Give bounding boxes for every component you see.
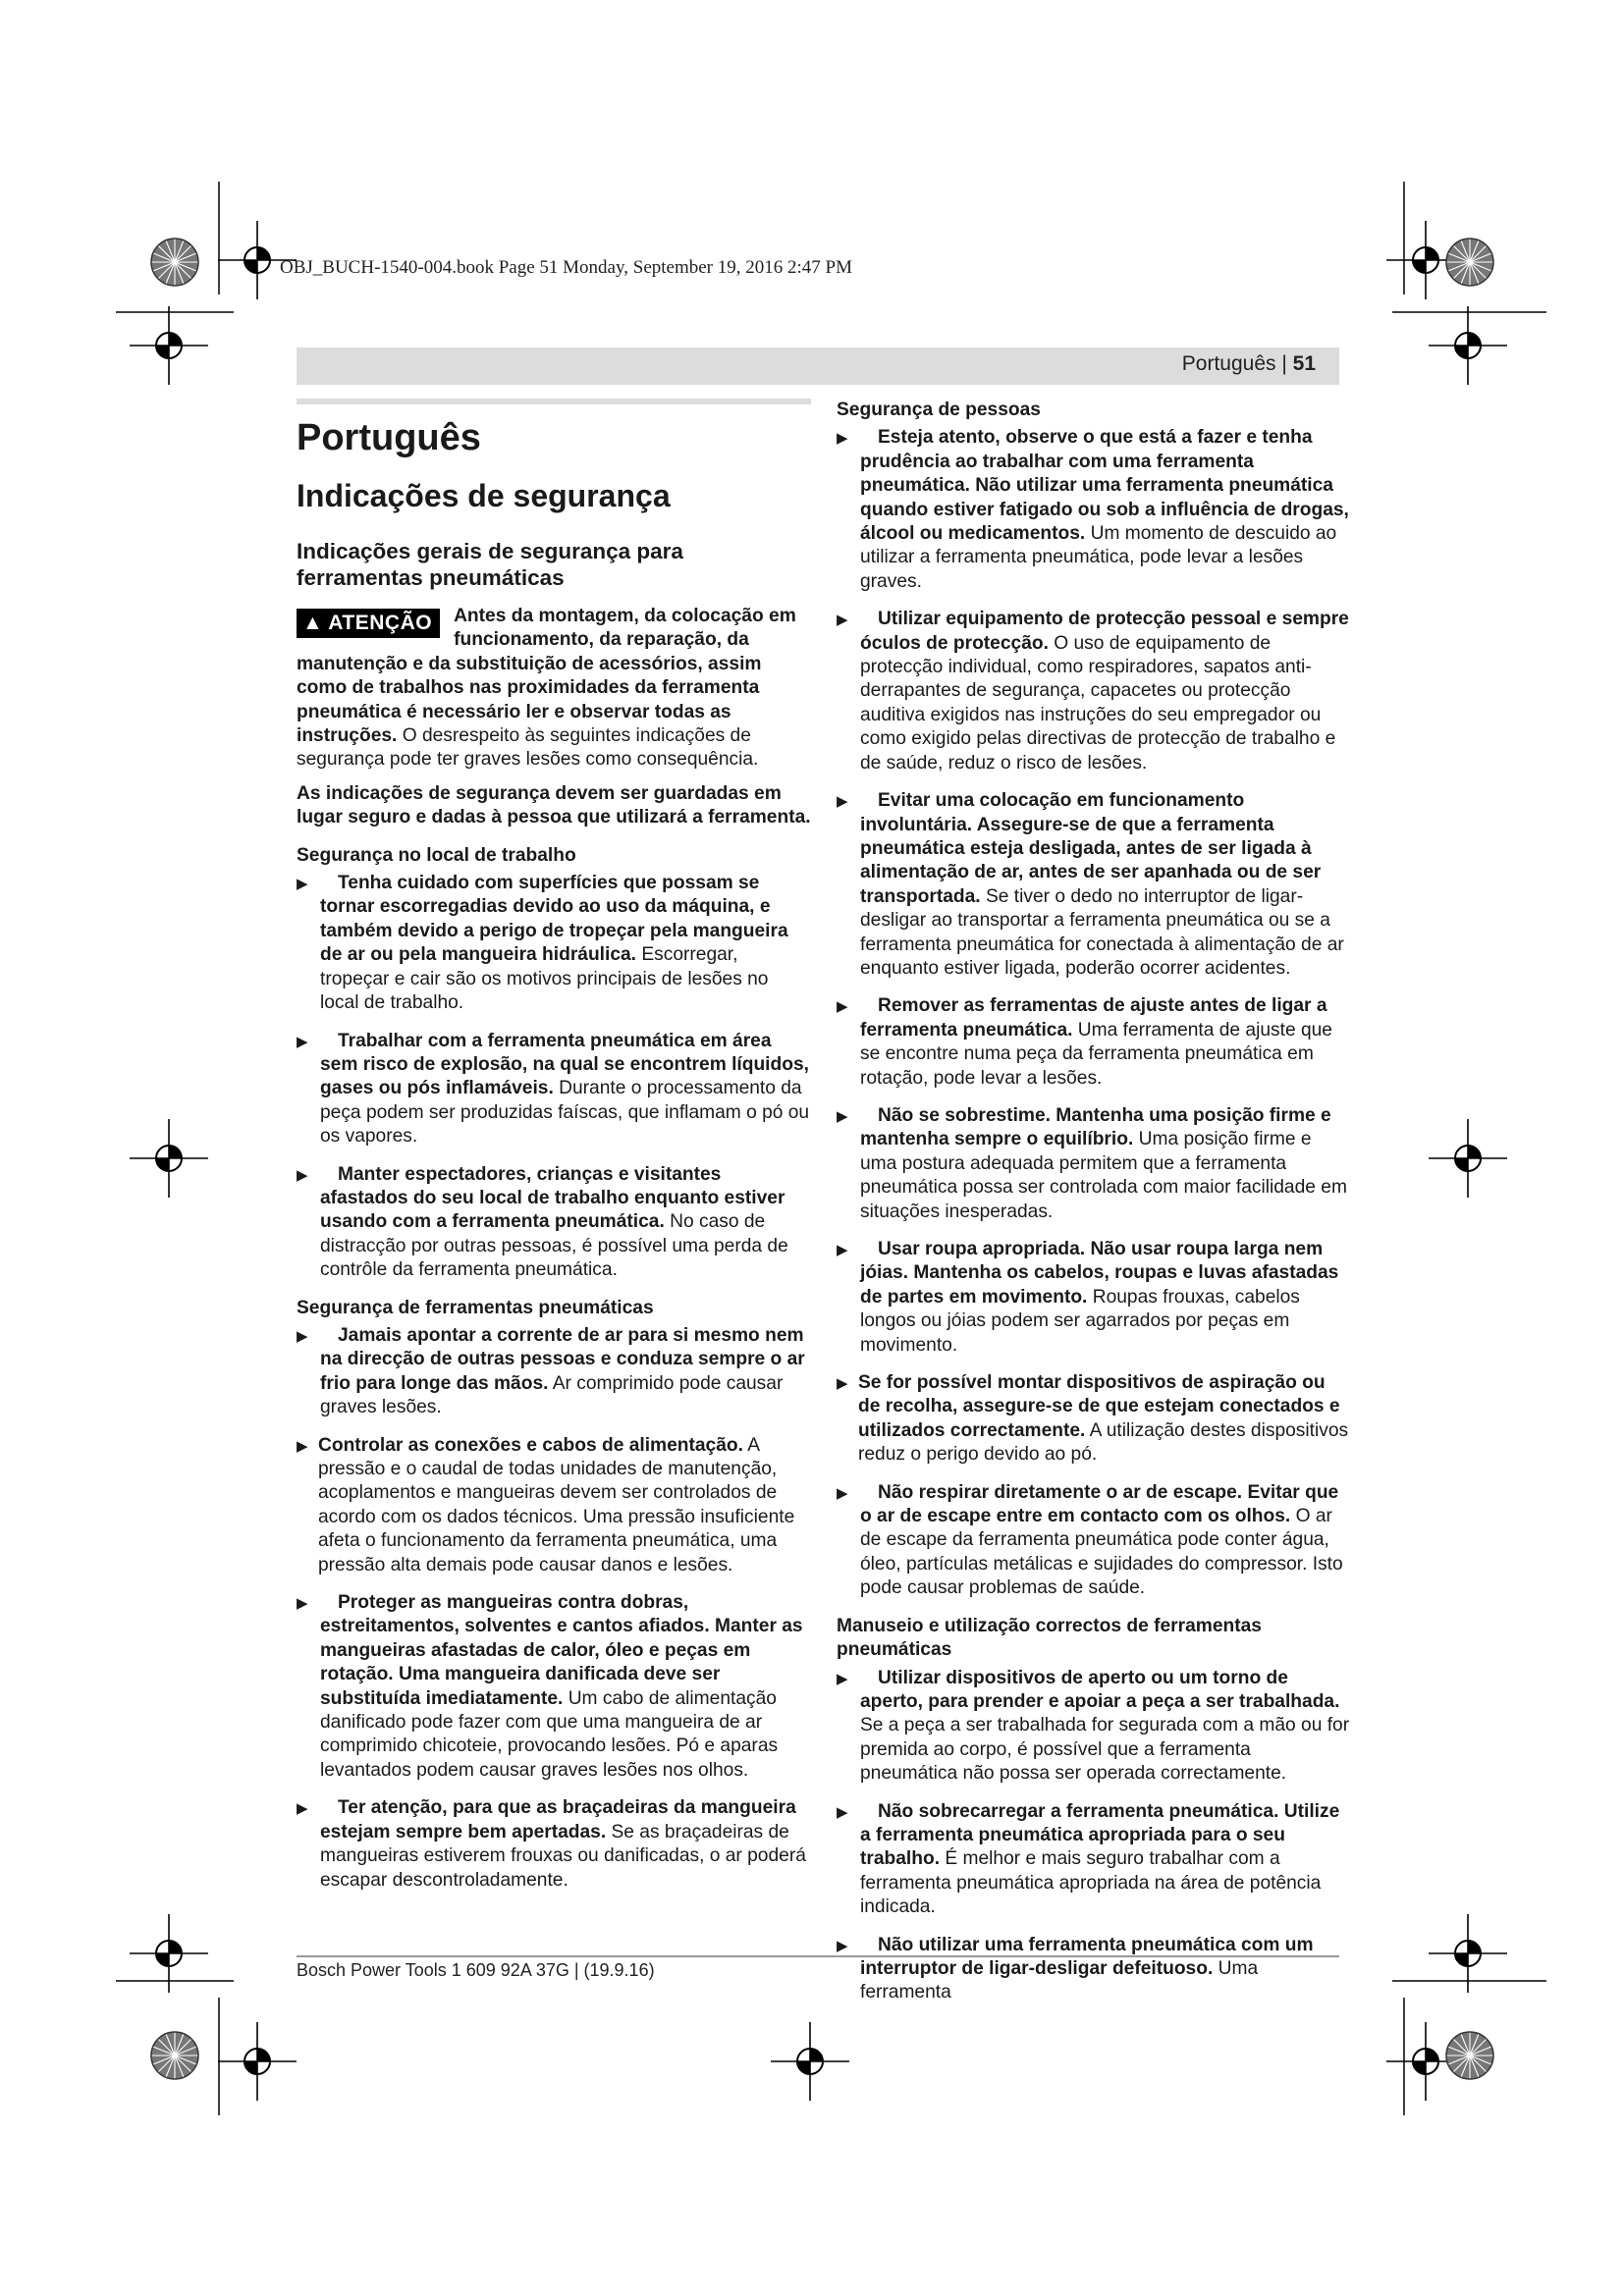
section-title: Indicações de segurança bbox=[297, 478, 671, 513]
list-item bbox=[297, 1434, 811, 1577]
page-number: 51 bbox=[1292, 352, 1316, 375]
list-item bbox=[837, 1667, 1352, 1787]
page-header bbox=[297, 347, 1339, 385]
item-bold: Controlar as conexões e cabos de alimentação. bbox=[318, 1434, 743, 1456]
tools-heading: Segurança de ferramentas pneumáticas bbox=[297, 1297, 654, 1318]
list-item bbox=[837, 789, 1352, 981]
item-text: Escorregar, tropeçar e cair são os motivos principais de lesões no local de trabalho. bbox=[320, 944, 769, 1014]
bullet-arrow-icon: ▶ bbox=[297, 1595, 308, 1613]
item-bold: Esteja atento, observe o que está a fazer e tenha prudência ao trabalhar com uma ferramenta pneumática. Não utilizar uma ferramenta pneumática quando estiver fatigado ou sob a influência de drogas, álcool ou medicamentos. bbox=[860, 427, 1349, 545]
item-bold: Utilizar dispositivos de aperto ou um torno de aperto, para prender e apoiar a peça a ser trabalhada. bbox=[860, 1667, 1340, 1712]
list-item bbox=[297, 1324, 811, 1420]
subsection-title: Indicações gerais de segurança para ferramentas pneumáticas bbox=[297, 539, 683, 590]
bullet-arrow-icon: ▶ bbox=[837, 998, 848, 1016]
item-bold: Evitar uma colocação em funcionamento involuntária. Assegure-se de que a ferramenta pneumática esteja desligada, antes de ser ligada à alimentação de ar, antes de ser apanhada ou de ser transportada. bbox=[860, 790, 1322, 907]
warning-text: O desrespeito às seguintes indicações de segurança pode ter graves lesões como consequência. bbox=[297, 725, 759, 771]
header-separator: | bbox=[1275, 352, 1293, 375]
bullet-arrow-icon: ▶ bbox=[297, 1437, 308, 1455]
item-text: Um cabo de alimentação danificado pode fazer com que uma mangueira de ar comprimido chicoteie, provocando lesões. Pó e aparas levantados podem causar graves lesões nos olhos. bbox=[320, 1687, 779, 1781]
bullet-arrow-icon: ▶ bbox=[297, 1033, 308, 1050]
item-text: O uso de equipamento de protecção individual, como respiradores, sapatos anti-derrapantes de segurança, capacetes ou protecção auditiva exigidos nas instruções do seu empregador ou como exigido pelas directivas de protecção de trabalho e de saúde, reduz o risco de lesões. bbox=[860, 632, 1336, 774]
item-bold: Trabalhar com a ferramenta pneumática em área sem risco de explosão, na qual se encontrem líquidos, gases ou pós inflamáveis. bbox=[320, 1030, 809, 1099]
list-item bbox=[837, 426, 1352, 594]
bullet-arrow-icon: ▶ bbox=[837, 1670, 848, 1687]
list-item bbox=[297, 872, 811, 1015]
list-item bbox=[837, 994, 1352, 1091]
list-item bbox=[297, 1163, 811, 1283]
list-item bbox=[837, 1800, 1352, 1920]
item-text: A pressão e o caudal de todas unidades de manutenção, acoplamentos e mangueiras devem ser controlados de acordo com os dados técnicos. Uma pressão insuficiente afeta o funcionamento da ferramenta pneumática, uma pressão alta demais pode causar danos e lesões. bbox=[318, 1434, 795, 1575]
item-bold: Utilizar equipamento de protecção pessoal e sempre óculos de protecção. bbox=[860, 609, 1349, 654]
item-text: No caso de distracção por outras pessoas, é possível uma perda de contrôle da ferramenta pneumática. bbox=[320, 1211, 788, 1281]
item-text: Se as braçadeiras de mangueiras estiverem frouxas ou danificadas, o ar poderá escapar descontroladamente. bbox=[320, 1821, 806, 1891]
item-text: Ar comprimido pode causar graves lesões. bbox=[320, 1372, 784, 1418]
bullet-arrow-icon: ▶ bbox=[837, 1107, 848, 1125]
list-item bbox=[837, 1104, 1352, 1224]
item-bold: Usar roupa apropriada. Não usar roupa larga nem jóias. Mantenha os cabelos, roupas e luvas afastadas de partes em movimento. bbox=[860, 1239, 1339, 1308]
list-item bbox=[297, 1796, 811, 1893]
page-title: Português bbox=[297, 399, 811, 459]
item-bold: Remover as ferramentas de ajuste antes de ligar a ferramenta pneumática. bbox=[860, 995, 1327, 1041]
item-bold: Não se sobrestime. Mantenha uma posição firme e mantenha sempre o equilíbrio. bbox=[860, 1104, 1331, 1150]
list-item bbox=[837, 608, 1352, 775]
item-bold: Manter espectadores, crianças e visitantes afastados do seu local de trabalho enquanto estiver usando com a ferramenta pneumática. bbox=[320, 1163, 785, 1233]
item-bold: Proteger as mangueiras contra dobras, estreitamentos, solventes e cantos afiados. Manter as mangueiras afastadas de calor, óleo e peças em rotação. Uma mangueira danificada deve ser substituída imediatamente. bbox=[320, 1592, 803, 1709]
list-item bbox=[297, 1030, 811, 1149]
warning-bold-text: Antes da montagem, da colocação em funcionamento, da reparação, da manutenção e da substituição de acessórios, assim como de trabalhos nas proximidades da ferramenta pneumática é necessário ler e observar todas as instruções. bbox=[297, 606, 796, 747]
bullet-arrow-icon: ▶ bbox=[837, 1375, 848, 1393]
item-text: Se tiver o dedo no interruptor de ligar-desligar ao transportar a ferramenta pneumática ou se a ferramenta pneumática for conectada à alimentação de ar enquanto estiver ligada, poderão ocorrer acidentes. bbox=[860, 885, 1344, 979]
item-bold: Não utilizar uma ferramenta pneumática com um interruptor de ligar-desligar defeituoso. bbox=[860, 1934, 1314, 1979]
item-text: Um momento de descuido ao utilizar a ferramenta pneumática, pode levar a lesões graves. bbox=[860, 523, 1337, 592]
item-text: Se a peça a ser trabalhada for segurada com a mão ou for premida ao corpo, é possível que a ferramenta pneumática não possa ser operada correctamente. bbox=[860, 1715, 1350, 1785]
list-item bbox=[837, 1934, 1352, 2005]
list-item bbox=[837, 1371, 1352, 1468]
print-info: OBJ_BUCH-1540-004.book Page 51 Monday, September 19, 2016 2:47 PM bbox=[280, 257, 852, 278]
item-bold: Tenha cuidado com superfícies que possam se tornar escorregadias devido ao uso da máquina, e também devido a perigo de tropeçar pela mangueira de ar ou pela mangueira hidráulica. bbox=[320, 873, 788, 966]
header-label bbox=[1182, 352, 1316, 376]
item-text: Uma posição firme e uma postura adequada permitem que a ferramenta pneumática possa ser controlada com maior facilidade em situações inesperadas. bbox=[860, 1129, 1347, 1222]
warning-triangle-icon: ▲ bbox=[302, 612, 324, 634]
bullet-arrow-icon: ▶ bbox=[297, 1327, 308, 1345]
item-text: Uma ferramenta de ajuste que se encontre numa peça da ferramenta pneumática em rotação, pode levar a lesões. bbox=[860, 1019, 1332, 1089]
bullet-arrow-icon: ▶ bbox=[297, 1800, 308, 1818]
item-bold: Não respirar diretamente o ar de escape. Evitar que o ar de escape entre em contacto com os olhos. bbox=[860, 1481, 1339, 1527]
list-item bbox=[297, 1591, 811, 1783]
warning-label: ATENÇÃO bbox=[328, 612, 433, 634]
workplace-heading: Segurança no local de trabalho bbox=[297, 844, 576, 866]
item-bold: Ter atenção, para que as braçadeiras da mangueira estejam sempre bem apertadas. bbox=[320, 1797, 796, 1842]
warning-badge bbox=[297, 609, 440, 638]
item-text: Roupas frouxas, cabelos longos ou jóias podem ser agarrados por peças em movimento. bbox=[860, 1286, 1300, 1356]
item-text: A utilização destes dispositivos reduz o perigo devido ao pó. bbox=[858, 1419, 1349, 1466]
header-language: Português bbox=[1181, 352, 1276, 375]
item-bold: Não sobrecarregar a ferramenta pneumática. Utilize a ferramenta pneumática apropriada para o seu trabalho. bbox=[860, 1800, 1340, 1870]
footer-rule bbox=[297, 1955, 1339, 1957]
right-column bbox=[837, 399, 1352, 2019]
item-text: Uma ferramenta bbox=[860, 1957, 1259, 2003]
bullet-arrow-icon: ▶ bbox=[297, 876, 308, 893]
bullet-arrow-icon: ▶ bbox=[297, 1166, 308, 1184]
item-bold: Jamais apontar a corrente de ar para si mesmo nem na direcção de outras pessoas e conduza sempre o ar frio para longe das mãos. bbox=[320, 1324, 805, 1394]
bullet-arrow-icon: ▶ bbox=[837, 1937, 848, 1954]
left-column bbox=[297, 399, 811, 1906]
bullet-arrow-icon: ▶ bbox=[837, 1803, 848, 1821]
bullet-arrow-icon: ▶ bbox=[837, 1242, 848, 1258]
list-item bbox=[837, 1238, 1352, 1358]
footer: Bosch Power Tools 1 609 92A 37G | (19.9.16) bbox=[297, 1960, 655, 1980]
keep-notice: As indicações de segurança devem ser guardadas em lugar seguro e dadas à pessoa que utilizará a ferramenta. bbox=[297, 782, 811, 828]
item-text: Durante o processamento da peça podem ser produzidas faíscas, que inflamam o pó ou os vapores. bbox=[320, 1078, 810, 1148]
warning-block bbox=[297, 605, 811, 773]
item-bold: Se for possível montar dispositivos de aspiração ou de recolha, assegure-se de que estejam conectados e utilizados correctamente. bbox=[858, 1372, 1340, 1441]
handling-heading: Manuseio e utilização correctos de ferramentas pneumáticas bbox=[837, 1615, 1262, 1661]
item-text: O ar de escape da ferramenta pneumática pode conter água, óleo, partículas metálicas e sujidades do compressor. Isto pode causar problemas de saúde. bbox=[860, 1506, 1343, 1599]
bullet-arrow-icon: ▶ bbox=[837, 430, 848, 448]
bullet-arrow-icon: ▶ bbox=[837, 1484, 848, 1502]
list-item bbox=[837, 1481, 1352, 1601]
persons-heading: Segurança de pessoas bbox=[837, 400, 1041, 420]
bullet-arrow-icon: ▶ bbox=[837, 612, 848, 629]
bullet-arrow-icon: ▶ bbox=[837, 793, 848, 811]
item-text: É melhor e mais seguro trabalhar com a ferramenta pneumática apropriada na área de potência indicada. bbox=[860, 1848, 1322, 1918]
